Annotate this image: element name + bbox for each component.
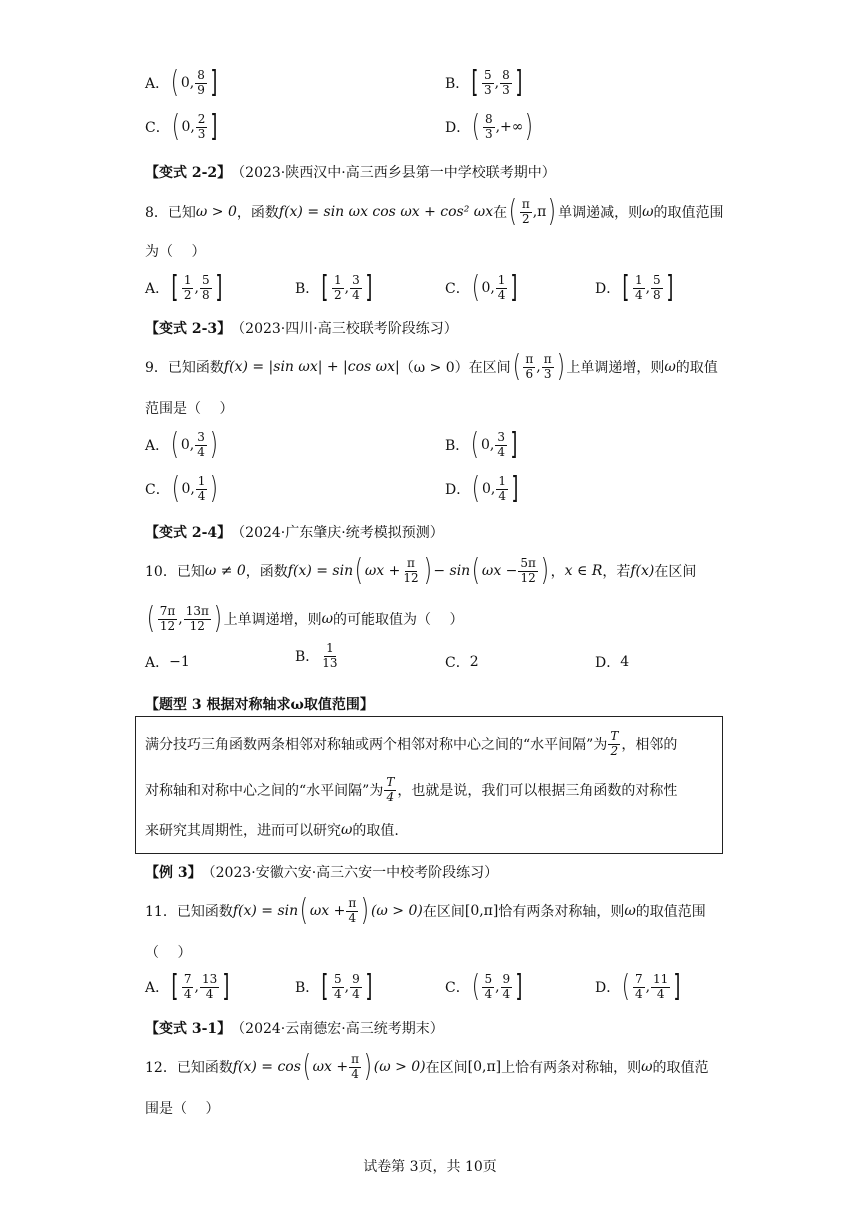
comma: , (494, 75, 500, 91)
text: 在区间 (422, 904, 465, 920)
option-value: 4 (620, 654, 630, 670)
variant-2-3-heading (145, 318, 458, 338)
question-10-line-2: ( $\frac{7\pi}{12}$ , $\frac{13\pi}{12}$ ) 上单调递增，则 ω 的可能取值为（ ） (146, 601, 464, 636)
type-3-heading (145, 694, 374, 714)
frac-num: 13π (185, 603, 209, 618)
question-9: 9．已知函数 f(x) = |sin ωx| + |cos ωx| （ω > 0） 在区间 ( $\frac{\pi}{6}$ , $\frac{\pi}{3}$ ) 上单调递增，则 ω 的取值 (145, 349, 718, 384)
question-9-line-2 (145, 398, 233, 418)
interval: [0,π] (467, 1059, 502, 1075)
omega-symbol: ω (341, 822, 353, 838)
open-bracket: [ (471, 65, 479, 100)
question-12 (145, 1049, 709, 1084)
fraction (501, 973, 513, 1002)
close-paren: ) (525, 109, 534, 144)
fraction (182, 973, 194, 1002)
interval-tail: ,π (532, 204, 547, 220)
open-paren: ( (512, 349, 521, 384)
domain: x ∈ R (564, 563, 603, 579)
text: ，函数 (245, 564, 288, 580)
condition: （ω > 0） (399, 360, 469, 376)
condition: ω > 0 (195, 204, 237, 220)
fraction (542, 353, 554, 382)
question-8-line-2 (145, 241, 205, 261)
frac-den: 3 (197, 126, 206, 141)
text: 的取值范围 (653, 205, 724, 221)
text: 为（ ） (145, 244, 206, 260)
option-label: D． (445, 120, 471, 136)
close-paren: ) (363, 1049, 372, 1084)
frac-den: 4 (197, 488, 206, 503)
frac-num: 11 (653, 971, 669, 986)
frac-den: 3 (484, 82, 492, 97)
fraction (483, 113, 495, 142)
question-12-line-2 (145, 1098, 219, 1118)
frac-den: 2 (521, 211, 530, 226)
close-paren: ) (213, 601, 222, 636)
frac-den: 6 (525, 366, 534, 381)
option-label: D． (595, 281, 621, 297)
variant-source: （2023·四川·高三校联考阶段练习） (231, 321, 458, 337)
text: 的取值范 (652, 1060, 709, 1076)
option-label: D． (445, 482, 471, 498)
open-bracket: [ (622, 270, 630, 305)
open-paren: ( (302, 1049, 311, 1084)
frac-den: 13 (322, 655, 338, 670)
close-bracket: ] (210, 65, 218, 100)
option-label: C． (445, 655, 470, 671)
frac-num: 2 (197, 111, 206, 126)
fraction (350, 274, 362, 303)
q8-option-c (445, 270, 520, 305)
text: （ ） (145, 945, 192, 961)
option-label: D． (595, 655, 621, 671)
q9-option-d (445, 471, 521, 506)
fraction (482, 973, 494, 1002)
question-8 (145, 194, 724, 229)
frac-den: 4 (502, 986, 511, 1001)
text: ，若 (602, 564, 631, 580)
open-bracket: [ (321, 969, 329, 1004)
frac-num: 1 (197, 473, 206, 488)
frac-den: 3 (543, 366, 552, 381)
option-label: A． (145, 980, 170, 996)
fraction (196, 113, 208, 142)
close-bracket: ] (673, 969, 681, 1004)
omega-symbol: ω (641, 1059, 653, 1075)
frac-den: 3 (484, 126, 493, 141)
option-label: B． (295, 281, 320, 297)
section-title: 【题型 3 根据对称轴求ω取值范围】 (145, 697, 374, 713)
fraction (350, 973, 362, 1002)
fraction (184, 605, 211, 634)
condition: (ω > 0) (370, 903, 423, 919)
frac-den: 2 (183, 287, 192, 302)
close-bracket: ] (510, 427, 518, 462)
frac-num: 7 (183, 971, 192, 986)
option-lead: 0, (181, 481, 195, 497)
option-value: 2 (469, 654, 479, 670)
option-label: D． (595, 980, 621, 996)
close-bracket: ] (214, 270, 222, 305)
fraction (332, 274, 344, 303)
q11-option-a: A． [ $\frac{7}{4}$ , $\frac{13}{4}$ ] (145, 969, 230, 1004)
text: 上单调递增，则 (223, 612, 322, 628)
open-paren: ( (471, 270, 480, 305)
frac-num: 5 (201, 272, 210, 287)
variant-source: （2023·陕西汉中·高三西乡县第一中学校联考期中） (231, 165, 556, 181)
frac-den: 4 (497, 287, 506, 302)
frac-num: π (351, 1051, 360, 1066)
q7-option-a (145, 65, 220, 100)
close-paren: ) (548, 194, 557, 229)
fraction (651, 973, 670, 1002)
fraction (500, 69, 512, 98)
open-paren: ( (508, 194, 518, 229)
frac-den: 4 (386, 789, 395, 804)
condition: ω ≠ 0 (204, 563, 246, 579)
fraction (346, 897, 358, 926)
option-label: A． (145, 655, 170, 671)
option-label: B． (295, 649, 320, 666)
option-lead: 0, (180, 437, 195, 453)
text: 在 (493, 205, 508, 221)
tip-line-3 (145, 820, 399, 840)
option-label: B． (445, 438, 470, 454)
frac-num: 5 (484, 971, 493, 986)
text: 的取值 (675, 360, 718, 376)
fraction (495, 431, 507, 460)
omega-symbol: ω (624, 903, 636, 919)
frac-num: 1 (634, 272, 643, 287)
fraction (518, 557, 538, 586)
close-bracket: ] (365, 270, 373, 305)
q9-option-b (445, 427, 520, 462)
tip-line-2 (145, 776, 677, 805)
question-number: 12．已知函数 (145, 1060, 233, 1076)
variant-source: （2024·云南德宏·高三统考期末） (231, 1021, 444, 1037)
argument: ωx + (364, 563, 401, 579)
close-paren: ) (540, 553, 549, 588)
frac-num: 8 (197, 67, 205, 82)
frac-den: 4 (197, 444, 205, 459)
fraction (195, 69, 207, 98)
fraction (158, 605, 178, 634)
question-number: 8．已知 (145, 205, 196, 221)
text: 在区间 (468, 360, 511, 376)
function-symbol: f(x) (630, 563, 655, 579)
variant-tag: 【变式 2-4】 (145, 525, 232, 541)
fraction (633, 274, 645, 303)
fraction (520, 198, 532, 227)
tip-text: 的取值. (352, 823, 399, 839)
frac-den: 4 (634, 287, 643, 302)
frac-den: 2 (610, 743, 619, 758)
frac-den: 4 (352, 986, 360, 1001)
frac-den: 12 (403, 570, 419, 585)
fraction (633, 973, 645, 1002)
open-bracket: [ (171, 270, 179, 305)
open-paren: ( (146, 601, 155, 636)
open-paren: ( (471, 109, 481, 144)
frac-num: 1 (334, 272, 342, 287)
frac-den: 4 (498, 488, 506, 503)
text: 在区间 (425, 1060, 468, 1076)
q11-option-d: D． ( $\frac{7}{4}$ , $\frac{11}{4}$ ] (595, 969, 681, 1004)
option-label: C． (445, 980, 470, 996)
close-paren: ) (209, 427, 218, 462)
frac-num: 1 (326, 641, 334, 655)
close-bracket: ] (511, 471, 519, 506)
close-bracket: ] (222, 969, 230, 1004)
frac-num: 5 (653, 272, 661, 287)
argument: ωx + (309, 903, 346, 919)
close-bracket: ] (515, 969, 523, 1004)
omega-symbol: ω (664, 359, 676, 375)
variant-source: （2024·广东肇庆·统考模拟预测） (231, 525, 444, 541)
frac-num: 8 (502, 67, 510, 82)
function-expression: f(x) = sin (232, 903, 299, 919)
frac-den: 4 (656, 986, 665, 1001)
function-expression: − sin (433, 563, 471, 579)
option-label: A． (145, 76, 170, 92)
option-value: −1 (169, 654, 190, 670)
fraction (401, 557, 420, 586)
frac-num: 5π (520, 555, 536, 570)
frac-num: 5 (484, 67, 492, 82)
fraction (482, 69, 494, 98)
question-11-line-2 (145, 942, 191, 962)
fraction (196, 475, 208, 504)
fraction (496, 475, 508, 504)
frac-num: 3 (352, 272, 360, 287)
function-expression: f(x) = sin (287, 563, 354, 579)
close-paren: ) (556, 349, 565, 384)
open-bracket: [ (171, 969, 179, 1004)
tip-text: ，也就是说，我们可以根据三角函数的对称性 (397, 783, 678, 800)
open-paren: ( (471, 553, 481, 588)
text: 上单调递增，则 (566, 360, 665, 376)
variant-tag: 【变式 3-1】 (145, 1021, 232, 1037)
fraction (195, 431, 207, 460)
variant-tag: 【变式 2-3】 (145, 321, 232, 337)
frac-den: 8 (653, 287, 661, 302)
open-paren: ( (621, 969, 631, 1004)
frac-den: 3 (502, 82, 510, 97)
option-lead: 0, (180, 75, 195, 91)
frac-den: 4 (352, 287, 360, 302)
open-paren: ( (170, 427, 180, 462)
option-label: B． (295, 980, 320, 996)
frac-den: 4 (183, 986, 192, 1001)
frac-num: 7π (159, 603, 176, 618)
q8-option-b: B． [ $\frac{1}{2}$ , $\frac{3}{4}$ ] (295, 270, 373, 305)
close-paren: ) (423, 553, 432, 588)
text: 的可能取值为（ ） (333, 612, 464, 628)
option-label: A． (145, 438, 170, 454)
q10-option-a (145, 652, 190, 672)
fraction (608, 730, 620, 759)
open-paren: ( (170, 65, 180, 100)
option-label: B． (445, 76, 470, 92)
question-11 (145, 893, 706, 928)
frac-num: 7 (634, 971, 643, 986)
frac-num: 3 (197, 429, 205, 444)
frac-num: T (610, 729, 619, 743)
option-label: A． (145, 281, 170, 297)
open-paren: ( (471, 427, 480, 462)
q7-option-c (145, 109, 220, 144)
frac-num: 1 (498, 473, 506, 488)
open-paren: ( (299, 893, 309, 928)
q9-option-a (145, 427, 220, 462)
frac-num: 13 (201, 971, 218, 986)
close-bracket: ] (210, 109, 218, 144)
text: ，函数 (236, 205, 279, 221)
condition: (ω > 0) (373, 1059, 426, 1075)
text: 单调递减，则 (558, 205, 643, 221)
frac-num: 5 (334, 971, 342, 986)
option-lead: 0, (481, 481, 496, 497)
frac-num: 8 (484, 111, 493, 126)
frac-num: π (543, 351, 552, 366)
tip-text: 来研究其周期性，进而可以研究 (145, 823, 341, 839)
frac-num: π (407, 555, 415, 570)
q9-option-c (145, 471, 220, 506)
text: 的取值范围 (635, 904, 706, 920)
fraction (332, 973, 344, 1002)
argument: ωx − (481, 563, 518, 579)
text: 围是（ ） (145, 1101, 220, 1117)
close-paren: ) (210, 471, 219, 506)
page-footer: 试卷第 3页，共 10页 (363, 1159, 497, 1175)
frac-num: 9 (352, 971, 360, 986)
fraction (496, 274, 508, 303)
text: 恰有两条对称轴，则 (498, 904, 625, 920)
variant-3-1-heading (145, 1018, 444, 1038)
option-tail: ,+∞ (495, 119, 524, 135)
text: 范围是（ ） (145, 401, 234, 417)
q8-option-a: A． [ $\frac{1}{2}$ , $\frac{5}{8}$ ] (145, 270, 222, 305)
frac-den: 8 (201, 287, 210, 302)
frac-num: T (386, 775, 395, 789)
close-bracket: ] (515, 65, 523, 100)
open-bracket: [ (321, 270, 329, 305)
tip-text: ，相邻的 (621, 737, 678, 754)
frac-den: 4 (334, 986, 342, 1001)
frac-num: 3 (497, 429, 506, 444)
option-lead: 0, (481, 280, 495, 296)
fraction (384, 776, 396, 805)
tip-text: 满分技巧三角函数两条相邻对称轴或两个相邻对称中心之间的“水平间隔”为 (145, 737, 608, 754)
frac-den: 4 (484, 986, 493, 1001)
fraction (523, 353, 535, 382)
variant-2-4-heading (145, 522, 444, 542)
option-label: C． (445, 281, 470, 297)
argument: ωx + (312, 1059, 349, 1075)
example-source: （2023·安徽六安·高三六安一中校考阶段练习） (201, 865, 499, 881)
open-paren: ( (171, 109, 180, 144)
frac-num: 1 (183, 272, 192, 287)
frac-den: 4 (497, 444, 506, 459)
fraction (349, 1053, 361, 1082)
question-number: 10．已知 (145, 564, 205, 580)
frac-den: 12 (189, 618, 205, 633)
option-lead: 0, (181, 119, 195, 135)
interval: [0,π] (464, 903, 499, 919)
function-expression: f(x) = |sin ωx| + |cos ωx| (223, 359, 400, 375)
frac-den: 4 (348, 910, 357, 925)
q11-option-c: C． ( $\frac{5}{4}$ , $\frac{9}{4}$ ] (445, 969, 523, 1004)
close-bracket: ] (510, 270, 518, 305)
q10-option-d (595, 652, 629, 672)
frac-num: 9 (502, 971, 511, 986)
frac-num: 1 (497, 272, 506, 287)
frac-num: π (348, 895, 357, 910)
frac-den: 12 (159, 618, 176, 633)
frac-den: 4 (205, 986, 214, 1001)
question-number: 11．已知函数 (145, 904, 233, 920)
open-paren: ( (471, 969, 480, 1004)
tip-line-1 (145, 730, 677, 759)
example-3-heading (145, 862, 498, 882)
q11-option-b: B． [ $\frac{5}{4}$ , $\frac{9}{4}$ ] (295, 969, 373, 1004)
variant-2-2-heading (145, 162, 556, 182)
frac-den: 9 (197, 82, 205, 97)
omega-symbol: ω (321, 611, 333, 627)
fraction (320, 642, 339, 671)
option-label: C． (145, 482, 170, 498)
text: 上恰有两条对称轴，则 (501, 1060, 642, 1076)
frac-den: 4 (634, 986, 643, 1001)
q7-option-b (445, 65, 524, 100)
fraction (200, 274, 212, 303)
q8-option-d: D． [ $\frac{1}{4}$ , $\frac{5}{8}$ ] (595, 270, 674, 305)
q10-option-b (295, 642, 341, 671)
option-lead: 0, (481, 437, 495, 453)
function-expression: f(x) = sin ωx cos ωx + cos² ωx (278, 204, 494, 220)
function-expression: f(x) = cos (232, 1059, 301, 1075)
q10-option-c (445, 652, 479, 672)
fraction (200, 973, 219, 1002)
open-paren: ( (171, 471, 180, 506)
text: 在区间 (654, 564, 697, 580)
tip-text: 对称轴和对称中心之间的“水平间隔”为 (145, 783, 384, 800)
option-label: C． (145, 120, 170, 136)
question-number: 9．已知函数 (145, 360, 224, 376)
frac-den: 4 (351, 1066, 359, 1081)
question-10: 10．已知 ω ≠ 0 ，函数 f(x) = sin ( ωx + $\frac{\pi}{12}$ ) − sin ( ωx − $\frac{5\pi}{12}$ ) ， x ∈ R ，若 f(x) 在区间 (145, 553, 697, 588)
omega-symbol: ω (642, 204, 654, 220)
variant-tag: 【变式 2-2】 (145, 165, 232, 181)
open-paren: ( (354, 553, 364, 588)
close-paren: ) (361, 893, 370, 928)
frac-num: π (525, 351, 534, 366)
fraction (651, 274, 663, 303)
q7-option-d (445, 109, 535, 144)
open-paren: ( (471, 471, 481, 506)
frac-num: π (521, 196, 530, 211)
frac-den: 2 (334, 287, 342, 302)
close-bracket: ] (365, 969, 373, 1004)
close-bracket: ] (666, 270, 674, 305)
frac-den: 12 (520, 570, 536, 585)
fraction (182, 274, 194, 303)
example-tag: 【例 3】 (145, 865, 202, 881)
